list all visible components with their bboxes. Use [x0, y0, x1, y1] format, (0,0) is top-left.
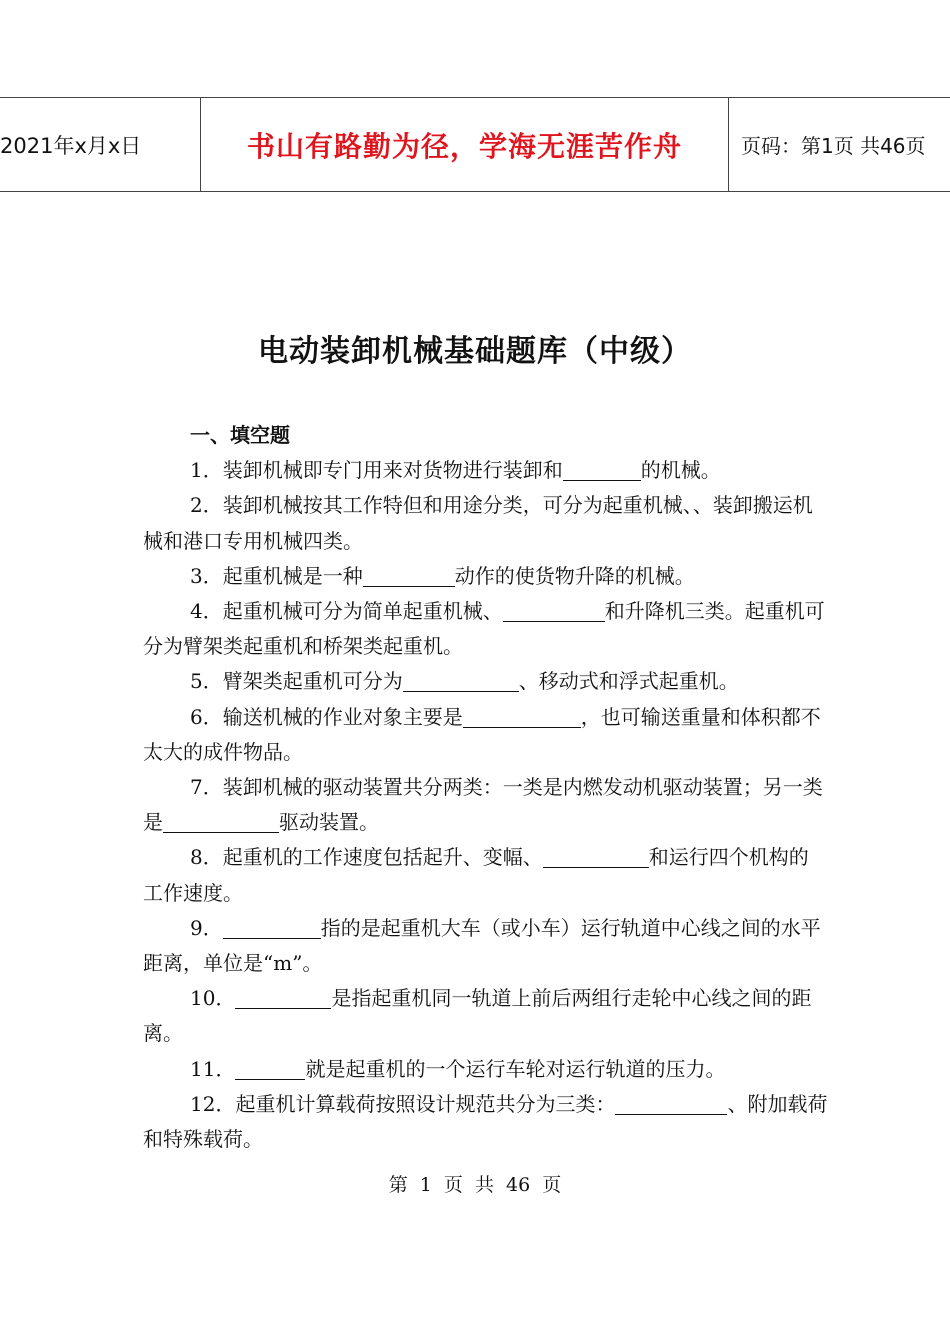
question-text: 是指起重机同一轨道上前后两组行走轮中心线之间的距离。 [143, 986, 812, 1046]
page-header [0, 97, 950, 192]
question-text: 12．起重机计算载荷按照设计规范共分为三类： [190, 1091, 616, 1116]
question-text: 10． [190, 986, 236, 1011]
question-item [143, 594, 828, 664]
question-list [143, 453, 828, 1157]
section-heading: 一、填空题 [190, 423, 290, 447]
fill-in-blank[interactable] [563, 458, 641, 481]
footer-word: 页 [443, 1174, 463, 1196]
question-text: 和升降机三类。起重机可分为臂架类起重机和桥架类起重机。 [143, 599, 825, 659]
question-item [143, 981, 828, 1051]
question-item [143, 488, 828, 558]
page-footer [0, 1170, 950, 1197]
document-title: 电动装卸机械基础题库（中级） [258, 334, 692, 369]
question-text: 11． [190, 1056, 236, 1081]
question-text: 7．装卸机械的驱动装置共分两类：一类是内燃发动机驱动装置；另一类是 [143, 775, 823, 835]
header-date: 2021年x月x日 [0, 98, 201, 191]
fill-in-blank[interactable] [615, 1092, 727, 1115]
document-body [143, 418, 828, 1157]
question-item [143, 453, 828, 488]
question-item [143, 840, 828, 910]
question-text: 、附加载荷和特殊载荷。 [143, 1091, 828, 1152]
question-text: 1．装卸机械即专门用来对货物进行装卸和 [190, 458, 563, 483]
question-text: 就是起重机的一个运行车轮对运行轨道的压力。 [305, 1056, 726, 1081]
question-text: 4．起重机械可分为简单起重机械、 [190, 599, 503, 623]
fill-in-blank[interactable] [543, 845, 649, 868]
question-text: 2．装卸机械按其工作特但和用途分类，可分为起重机械、、装卸搬运机械和港口专用机械四类。 [143, 493, 813, 553]
question-text: 8．起重机的工作速度包括起升、变幅、 [190, 845, 543, 870]
question-item [143, 1087, 828, 1157]
fill-in-blank[interactable] [235, 986, 331, 1009]
question-text: 指的是起重机大车（或小车）运行轨道中心线之间的水平距离，单位是“m”。 [143, 915, 821, 976]
question-text: 驱动装置。 [279, 810, 379, 835]
question-text: ，也可输送重量和体积都不太大的成件物品。 [143, 704, 821, 764]
question-text: 、移动式和浮式起重机。 [518, 669, 739, 694]
question-item [143, 911, 828, 981]
footer-word: 页 [542, 1174, 562, 1196]
question-item [143, 664, 828, 699]
fill-in-blank[interactable] [163, 810, 279, 833]
question-text: 3．起重机械是一种 [190, 563, 363, 588]
question-item [143, 770, 828, 840]
footer-page-number: 1 [419, 1174, 432, 1196]
question-text: 6．输送机械的作业对象主要是 [190, 704, 463, 729]
fill-in-blank[interactable] [363, 564, 455, 587]
footer-word: 第 [388, 1174, 408, 1196]
footer-total-pages: 46 [506, 1174, 531, 1196]
question-text: 5．臂架类起重机可分为 [190, 669, 403, 694]
fill-in-blank[interactable] [235, 1057, 305, 1080]
header-page-info: 页码：第1页 共46页 [741, 134, 926, 158]
question-text: 动作的使货物升降的机械。 [454, 563, 695, 588]
fill-in-blank[interactable] [503, 599, 605, 622]
fill-in-blank[interactable] [223, 916, 321, 939]
fill-in-blank[interactable] [403, 669, 519, 692]
question-item [143, 700, 828, 770]
question-text: 的机械。 [640, 458, 721, 483]
question-text: 9． [190, 915, 223, 940]
fill-in-blank[interactable] [463, 705, 581, 728]
question-item [143, 1052, 828, 1087]
footer-word: 共 [474, 1174, 494, 1196]
question-item [143, 559, 828, 594]
question-text: 和运行四个机构的工作速度。 [143, 845, 809, 905]
header-motto: 书山有路勤为径，学海无涯苦作舟 [201, 98, 729, 191]
